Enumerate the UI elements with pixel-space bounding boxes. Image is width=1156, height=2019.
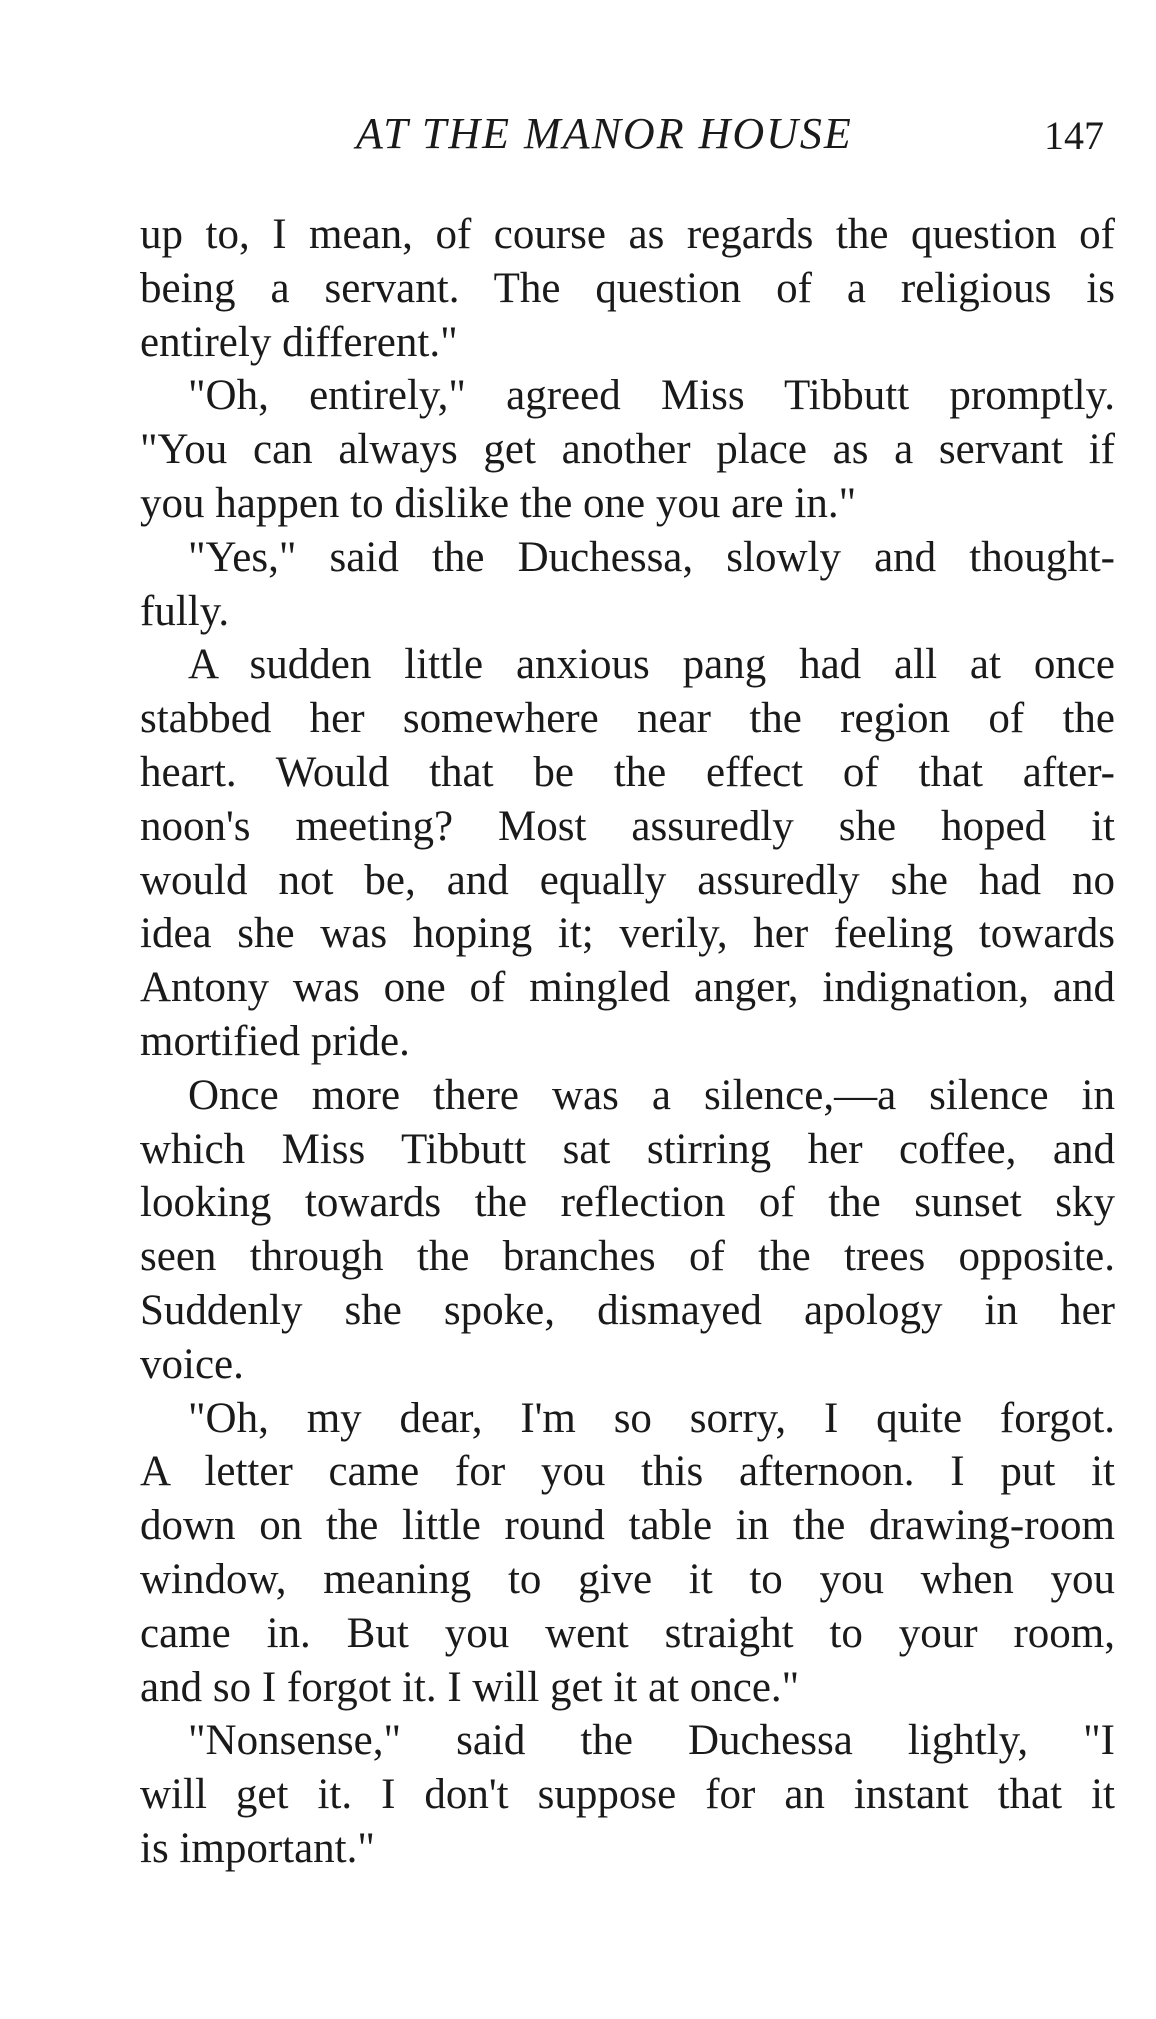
text-line: "Oh, entirely," agreed Miss Tibbutt promptly. xyxy=(188,372,1115,420)
text-line: and so I forgot it. I will get it at once." xyxy=(140,1663,800,1711)
body-text xyxy=(140,208,1115,1876)
running-header xyxy=(140,108,1120,160)
text-line: you happen to dislike the one you are in." xyxy=(140,479,857,527)
text-line: noon's meeting? Most assuredly she hoped it xyxy=(140,802,1115,850)
running-title: AT THE MANOR HOUSE xyxy=(356,109,853,158)
text-line: "Oh, my dear, I'm so sorry, I quite forgot. xyxy=(188,1394,1115,1442)
text-line: A sudden little anxious pang had all at once xyxy=(188,641,1115,689)
text-line: up to, I mean, of course as regards the question of xyxy=(140,211,1115,258)
text-line: seen through the branches of the trees opposite. xyxy=(140,1233,1115,1281)
paragraph xyxy=(140,369,1115,530)
text-line: A letter came for you this afternoon. I put it xyxy=(140,1448,1115,1496)
text-line: idea she was hoping it; verily, her feeling towards xyxy=(140,910,1115,958)
text-line: entirely different." xyxy=(140,318,458,366)
text-line: Antony was one of mingled anger, indignation, and xyxy=(140,964,1115,1012)
text-line: mortified pride. xyxy=(140,1017,410,1065)
text-line: Suddenly she spoke, dismayed apology in her xyxy=(140,1286,1115,1334)
text-line: would not be, and equally assuredly she had no xyxy=(140,856,1115,904)
text-line: "You can always get another place as a servant if xyxy=(140,426,1115,474)
text-line: came in. But you went straight to your room, xyxy=(140,1609,1115,1657)
text-line: down on the little round table in the drawing-room xyxy=(140,1502,1115,1550)
paragraph xyxy=(140,1069,1115,1392)
text-line: looking towards the reflection of the sunset sky xyxy=(140,1179,1115,1227)
text-line: "Nonsense," said the Duchessa lightly, "I xyxy=(188,1717,1115,1765)
text-line: "Yes," said the Duchessa, slowly and thought- xyxy=(188,533,1115,581)
text-line: is important." xyxy=(140,1824,375,1872)
text-line: Once more there was a silence,—a silence in xyxy=(188,1071,1115,1119)
text-line: stabbed her somewhere near the region of the xyxy=(140,695,1115,743)
text-line: heart. Would that be the effect of that after- xyxy=(140,748,1115,796)
paragraph xyxy=(140,531,1115,639)
text-line: which Miss Tibbutt sat stirring her coffee, and xyxy=(140,1125,1115,1173)
text-line: voice. xyxy=(140,1340,244,1388)
text-line: being a servant. The question of a religious is xyxy=(140,264,1115,312)
paragraph xyxy=(140,208,1115,369)
page-number: 147 xyxy=(1044,113,1104,158)
text-line: fully. xyxy=(140,587,230,635)
paragraph xyxy=(140,1392,1115,1715)
text-line: window, meaning to give it to you when you xyxy=(140,1555,1115,1603)
paragraph xyxy=(140,1714,1115,1875)
text-line: will get it. I don't suppose for an instant that it xyxy=(140,1771,1115,1819)
paragraph xyxy=(140,638,1115,1068)
